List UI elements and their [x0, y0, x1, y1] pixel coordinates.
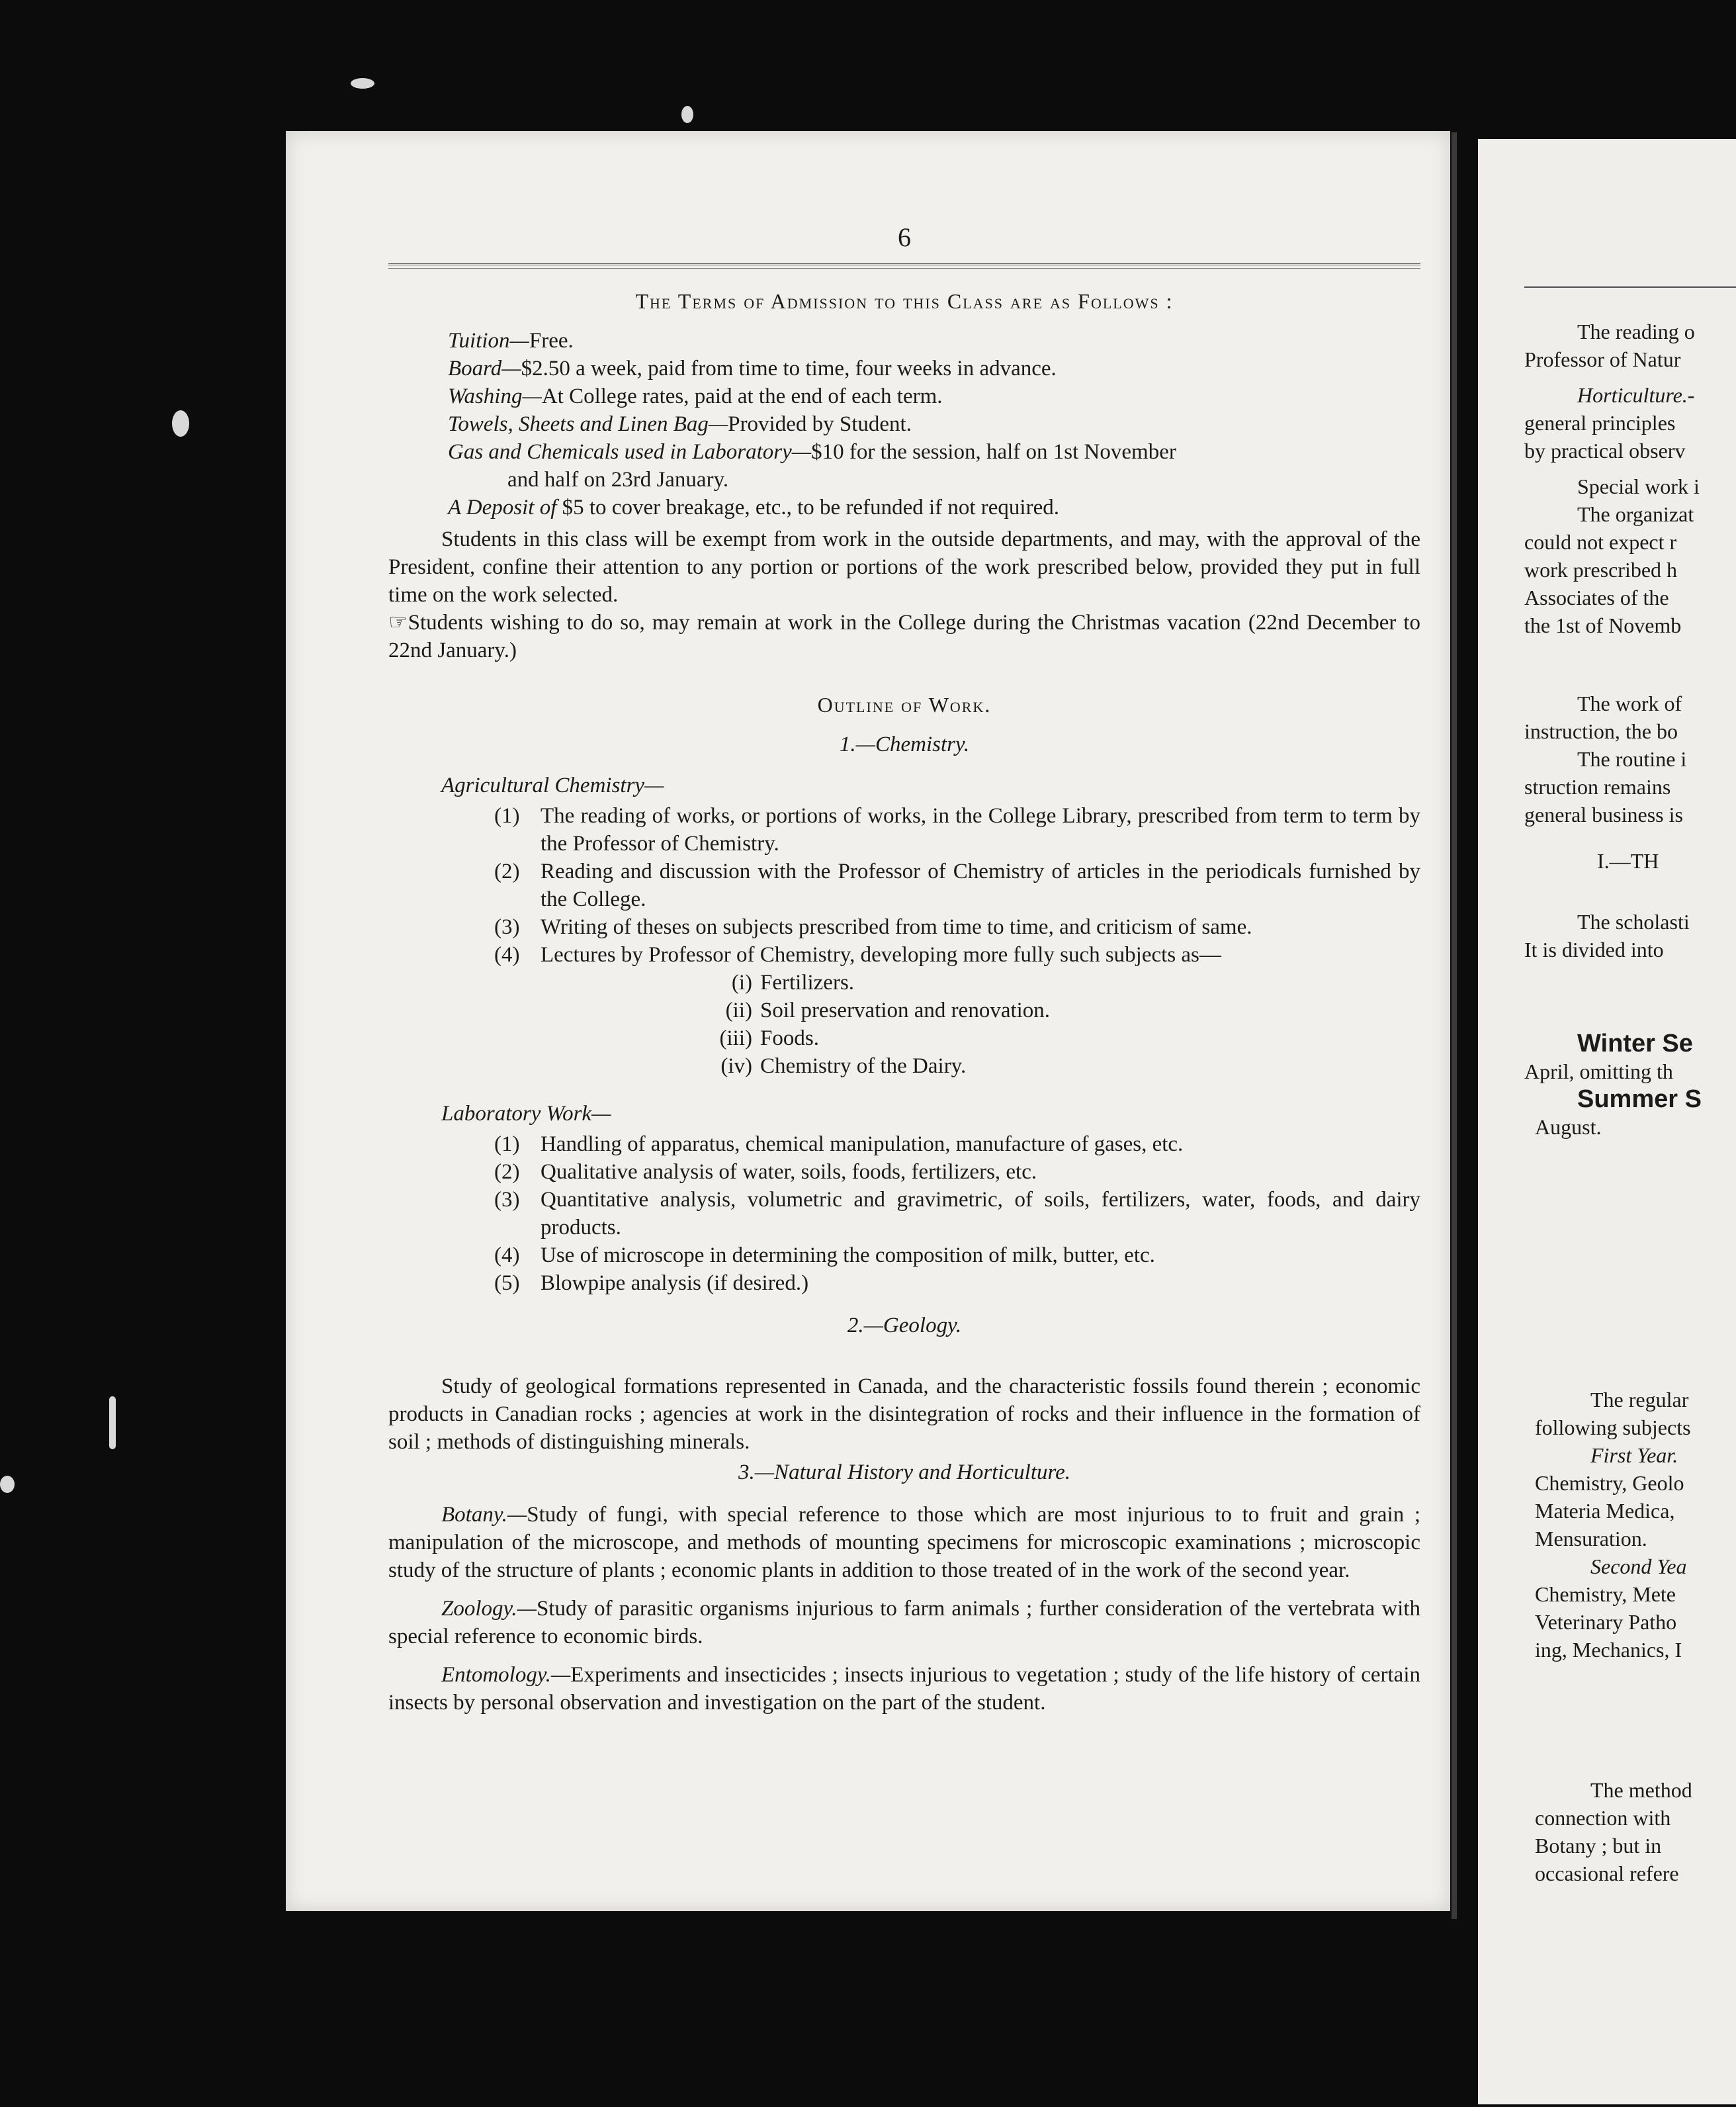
- sub-item: [699, 1052, 1420, 1080]
- term-label: Gas and Chemicals used in Laboratory—: [448, 440, 812, 464]
- sub-text: Foods.: [760, 1026, 819, 1050]
- item-text: Writing of theses on subjects prescribed from time to time, and criticism of same.: [541, 915, 1252, 939]
- list-item: [494, 913, 1420, 941]
- chemistry-title-text: 1.—Chemistry.: [839, 733, 970, 756]
- natural-history-title-text: 3.—Natural History and Horticulture.: [738, 1460, 1071, 1484]
- term-text: $5 to cover breakage, etc., to be refunded if not required.: [562, 496, 1059, 519]
- list-item: [494, 1130, 1420, 1158]
- facing-line: I.—TH: [1597, 849, 1659, 873]
- document-page: [286, 131, 1450, 1911]
- botany-label: Botany.—: [441, 1503, 527, 1527]
- term-text: $10 for the session, half on 1st November: [811, 440, 1176, 464]
- facing-line: The routine i: [1577, 747, 1687, 771]
- facing-line: Associates of the: [1524, 586, 1669, 609]
- agri-chem-heading: Agricultural Chemistry—: [441, 774, 664, 797]
- facing-line: general principles: [1524, 411, 1676, 435]
- film-speck: [109, 1396, 116, 1449]
- lab-work-heading: Laboratory Work—: [441, 1102, 611, 1126]
- botany-paragraph: [388, 1501, 1420, 1584]
- chemistry-title: [388, 731, 1420, 758]
- item-number: (2): [494, 860, 520, 883]
- facing-line: April, omitting th: [1524, 1059, 1673, 1083]
- christmas-text: Students wishing to do so, may remain at work in the College during the Christmas vacation (22nd December to 22nd January.): [388, 611, 1420, 662]
- list-item: [494, 1186, 1420, 1241]
- list-item: [494, 858, 1420, 913]
- terms-list: [388, 327, 1420, 521]
- sub-item: [699, 997, 1420, 1024]
- item-number: (2): [494, 1160, 520, 1184]
- term-item: [388, 410, 1420, 438]
- lab-work-list: [388, 1130, 1420, 1297]
- facing-line: general business is: [1524, 803, 1683, 827]
- entomology-paragraph: [388, 1661, 1420, 1717]
- facing-line: ing, Mechanics, I: [1535, 1638, 1682, 1662]
- exemption-paragraph: Students in this class will be exempt from work in the outside departments, and may, with the approval of the President, confine their attention to any portion or portions of the work prescribed below, provided they put in full time on the work selected.: [388, 527, 1420, 607]
- term-item: [388, 355, 1420, 382]
- page-content: [388, 224, 1420, 1717]
- term-text: $2.50 a week, paid from time to time, four weeks in advance.: [521, 357, 1057, 381]
- facing-line: instruction, the bo: [1524, 719, 1678, 743]
- facing-page-text: [1478, 318, 1702, 1887]
- sub-item: [699, 969, 1420, 997]
- facing-line: Winter Se: [1577, 1030, 1693, 1057]
- outline-heading: Outline of Work.: [817, 693, 992, 717]
- entomology-text: Experiments and insecticides ; insects injurious to vegetation ; study of the life history of certain insects by personal observation and investigation on the part of the student.: [388, 1663, 1420, 1715]
- agri-chem-list: [388, 802, 1420, 969]
- sub-number: (iv): [720, 1054, 752, 1078]
- facing-line: Botany ; but in: [1535, 1834, 1662, 1858]
- item-number: (4): [494, 943, 520, 967]
- term-label: A Deposit of: [448, 496, 562, 519]
- facing-line: The regular: [1590, 1388, 1689, 1412]
- facing-line: struction remains: [1524, 775, 1671, 799]
- item-text: Handling of apparatus, chemical manipulation, manufacture of gases, etc.: [541, 1132, 1184, 1156]
- film-speck: [681, 106, 693, 123]
- facing-line: Summer S: [1577, 1085, 1702, 1113]
- facing-line: the 1st of Novemb: [1524, 613, 1682, 637]
- film-speck: [172, 410, 189, 437]
- entomology-label: Entomology.—: [441, 1663, 571, 1687]
- facing-line: It is divided into: [1524, 938, 1664, 962]
- geology-title: [388, 1312, 1420, 1339]
- term-item: [388, 494, 1420, 521]
- term-item: [388, 327, 1420, 355]
- sub-text: Chemistry of the Dairy.: [760, 1054, 967, 1078]
- sub-text: Fertilizers.: [760, 971, 855, 995]
- item-number: (4): [494, 1243, 520, 1267]
- term-text: At College rates, paid at the end of each term.: [541, 384, 943, 408]
- header-rule: [388, 263, 1420, 269]
- item-number: (3): [494, 1188, 520, 1212]
- geology-title-text: 2.—Geology.: [847, 1314, 962, 1337]
- terms-heading: The Terms of Admission to this Class are as Follows :: [635, 289, 1174, 313]
- facing-line: The organizat: [1577, 502, 1694, 526]
- list-item: [494, 1158, 1420, 1186]
- sub-number: (ii): [725, 999, 752, 1022]
- zoology-label: Zoology.—: [441, 1597, 537, 1621]
- page-number: 6: [898, 222, 911, 252]
- term-text: Provided by Student.: [728, 412, 912, 436]
- term-text: Free.: [529, 329, 574, 353]
- term-label: Board—: [448, 357, 521, 381]
- film-speck: [0, 1476, 15, 1493]
- facing-line: Veterinary Patho: [1535, 1610, 1677, 1634]
- item-text: Quantitative analysis, volumetric and gravimetric, of soils, fertilizers, water, foods, and dairy products.: [541, 1188, 1420, 1239]
- facing-line: Professor of Natur: [1524, 347, 1681, 371]
- facing-line: Chemistry, Mete: [1535, 1582, 1676, 1606]
- term-item: [388, 382, 1420, 410]
- item-text: Blowpipe analysis (if desired.): [541, 1271, 809, 1295]
- item-text: Use of microscope in determining the composition of milk, butter, etc.: [541, 1243, 1155, 1267]
- christmas-paragraph: [388, 609, 1420, 664]
- facing-page-rule: [1524, 286, 1736, 288]
- item-text: Reading and discussion with the Professor of Chemistry of articles in the periodicals furnished by the College.: [541, 860, 1420, 911]
- term-label: Towels, Sheets and Linen Bag—: [448, 412, 728, 436]
- facing-line: August.: [1535, 1115, 1602, 1139]
- botany-text: Study of fungi, with special reference to those which are most injurious to to fruit and grain ; manipulation of the microscope, and methods of mounting specimens for microscopic examinations ; microscopic study of the structure of plants ; economic plants in addition to those treated of in the work of the second year.: [388, 1503, 1420, 1582]
- lecture-subjects-list: [388, 969, 1420, 1080]
- geology-paragraph: Study of geological formations represented in Canada, and the characteristic fossils found therein ; economic products in Canadian rocks ; agencies at work in the disintegration of rocks and their influence in the formation of soil ; methods of distinguishing minerals.: [388, 1374, 1420, 1454]
- term-continuation: and half on 23rd January.: [507, 468, 729, 492]
- facing-line: Horticulture.-: [1577, 383, 1695, 407]
- facing-line: Second Yea: [1590, 1554, 1687, 1578]
- film-speck: [351, 78, 374, 89]
- list-item: [494, 941, 1420, 969]
- item-text: Qualitative analysis of water, soils, foods, fertilizers, etc.: [541, 1160, 1037, 1184]
- facing-line: First Year.: [1590, 1443, 1678, 1467]
- facing-line: following subjects: [1535, 1415, 1691, 1439]
- facing-line: could not expect r: [1524, 530, 1677, 554]
- sub-number: (iii): [719, 1026, 752, 1050]
- item-text: The reading of works, or portions of works, in the College Library, prescribed from term to term by the Professor of Chemistry.: [541, 804, 1420, 856]
- facing-line: The method: [1590, 1778, 1692, 1802]
- term-item: [388, 438, 1420, 494]
- facing-line: Mensuration.: [1535, 1527, 1647, 1550]
- item-number: (1): [494, 1132, 520, 1156]
- facing-line: by practical observ: [1524, 439, 1686, 463]
- item-number: (5): [494, 1271, 520, 1295]
- sub-number: (i): [731, 971, 752, 995]
- facing-line: connection with: [1535, 1806, 1671, 1830]
- term-label: Washing—: [448, 384, 542, 408]
- facing-line: work prescribed h: [1524, 558, 1678, 582]
- natural-history-title: [388, 1458, 1420, 1486]
- zoology-text: Study of parasitic organisms injurious to farm animals ; further consideration of the vertebrata with special reference to economic birds.: [388, 1597, 1420, 1648]
- item-number: (1): [494, 804, 520, 828]
- facing-line: occasional refere: [1535, 1861, 1679, 1885]
- item-number: (3): [494, 915, 520, 939]
- term-label: Tuition—: [448, 329, 529, 353]
- facing-line: The scholasti: [1577, 910, 1690, 934]
- pointing-hand-icon: ☞: [388, 611, 408, 635]
- list-item: [494, 1269, 1420, 1297]
- facing-line: Materia Medica,: [1535, 1499, 1675, 1523]
- facing-line: Chemistry, Geolo: [1535, 1471, 1684, 1495]
- page-gutter: [1452, 132, 1457, 1919]
- facing-line: Special work i: [1577, 474, 1700, 498]
- facing-line: The work of: [1577, 692, 1682, 715]
- list-item: [494, 1241, 1420, 1269]
- list-item: [494, 802, 1420, 858]
- sub-item: [699, 1024, 1420, 1052]
- item-text: Lectures by Professor of Chemistry, developing more fully such subjects as—: [541, 943, 1221, 967]
- facing-page: [1478, 139, 1736, 2104]
- sub-text: Soil preservation and renovation.: [760, 999, 1051, 1022]
- zoology-paragraph: [388, 1595, 1420, 1650]
- facing-line: The reading o: [1577, 320, 1695, 343]
